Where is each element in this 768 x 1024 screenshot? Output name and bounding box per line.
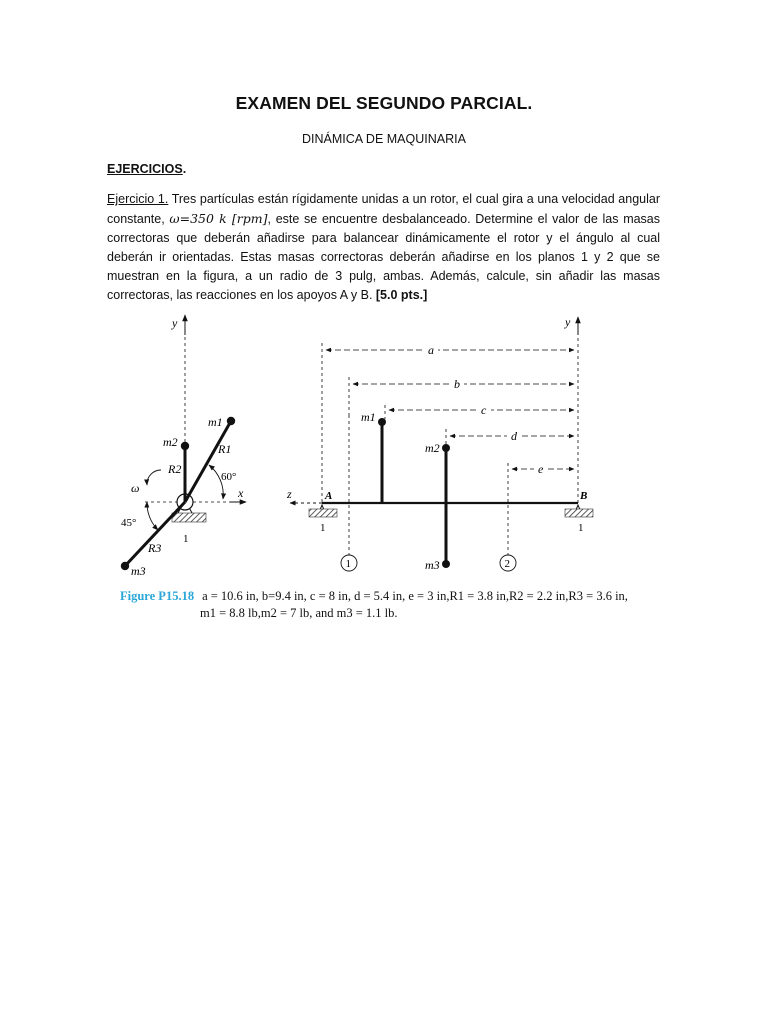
omega-label: ω [131, 481, 140, 495]
section-heading-text: EJERCICIOS [107, 162, 183, 176]
side-view-y-label: y [565, 315, 571, 329]
mass-m1-dot [227, 417, 235, 425]
figure-caption [120, 588, 680, 622]
end-view-m2-label: m2 [163, 435, 178, 449]
figure-caption-line-2: m1 = 8.8 lb,m2 = 7 lb, and m3 = 1.1 lb. [200, 606, 398, 620]
dim-e-label: e [538, 462, 544, 476]
r3-label: R3 [148, 541, 162, 555]
exercise-text-part-1: Tres partículas están rígidamente unidas a un rotor, el cual gira a una velocidad angular constante, [107, 192, 661, 226]
side-view-m3-label: m3 [425, 558, 440, 572]
side-view-diagram [286, 315, 593, 572]
side-mass-m2-dot [442, 444, 450, 452]
support-b-hatch [565, 509, 593, 517]
exercise-text-part-2: , este se encuentre desbalanceado. Determine el valor de las masas correctoras que deberán añadirse para balancear dinámicamente el rotor y el ángulo al cual deberán ir orientadas. Estas masas correctoras deberán añadirse en los planos 1 y 2 que se muestran en la figura, a un radio de 3 pulg, ambas. Además, calcule, sin añadir las masas correctoras, las reacciones en los apoyos A y B. [107, 212, 661, 302]
dim-c-label: c [481, 403, 487, 417]
end-view-x-label: x [238, 486, 244, 500]
end-view-m1-label: m1 [208, 415, 223, 429]
end-view-plane-label: 1 [183, 533, 189, 545]
side-view-m2-label: m2 [425, 441, 440, 455]
dim-d-label: d [511, 429, 517, 443]
section-heading-suffix: . [182, 162, 187, 176]
end-view-diagram [121, 315, 246, 578]
dim-a-label: a [428, 343, 434, 357]
end-view-m3-label: m3 [131, 564, 146, 578]
end-view-y-label: y [172, 316, 178, 330]
omega-rotation-arrow [147, 470, 161, 485]
exam-title: EXAMEN DEL SEGUNDO PARCIAL. [235, 93, 533, 113]
side-mass-m3-dot [442, 560, 450, 568]
support-a-label: A [325, 490, 333, 502]
support-a-hatch [309, 509, 337, 517]
r2-label: R2 [168, 462, 182, 476]
side-mass-m1-dot [378, 418, 386, 426]
arm-r1 [185, 421, 231, 502]
figure-caption-line-1: a = 10.6 in, b=9.4 in, c = 8 in, d = 5.4 in, e = 3 in,R1 = 3.8 in,R2 = 2.2 in,R3 = 3.6 in, [202, 589, 628, 603]
plane-2-label: 2 [504, 558, 510, 570]
figure-caption-label: Figure P15.18 [120, 589, 195, 603]
omega-expression: ω=350 k [rpm] [169, 211, 268, 226]
arm-r3 [125, 502, 185, 566]
exercise-label: Ejercicio 1. [107, 192, 169, 206]
angle-45-arc [147, 502, 158, 530]
angle-45-label: 45° [121, 517, 137, 529]
r1-label: R1 [218, 442, 232, 456]
mass-m2-dot [181, 442, 189, 450]
support-b-plane-label: 1 [578, 522, 584, 534]
z-axis-label: z [287, 487, 292, 501]
exercise-points: [5.0 pts.] [375, 288, 428, 302]
dim-b-label: b [454, 377, 460, 391]
support-b-label: B [580, 490, 588, 502]
end-view-support-hatch [172, 513, 206, 522]
exercise-paragraph [107, 190, 660, 305]
mass-m3-dot [121, 562, 129, 570]
section-heading [107, 162, 186, 176]
rotor-figure [0, 305, 768, 590]
plane-1-label: 1 [345, 558, 351, 570]
course-subtitle: DINÁMICA DE MAQUINARIA [302, 132, 466, 146]
support-a-plane-label: 1 [320, 522, 326, 534]
angle-60-label: 60° [221, 471, 237, 483]
side-view-m1-label: m1 [361, 410, 376, 424]
